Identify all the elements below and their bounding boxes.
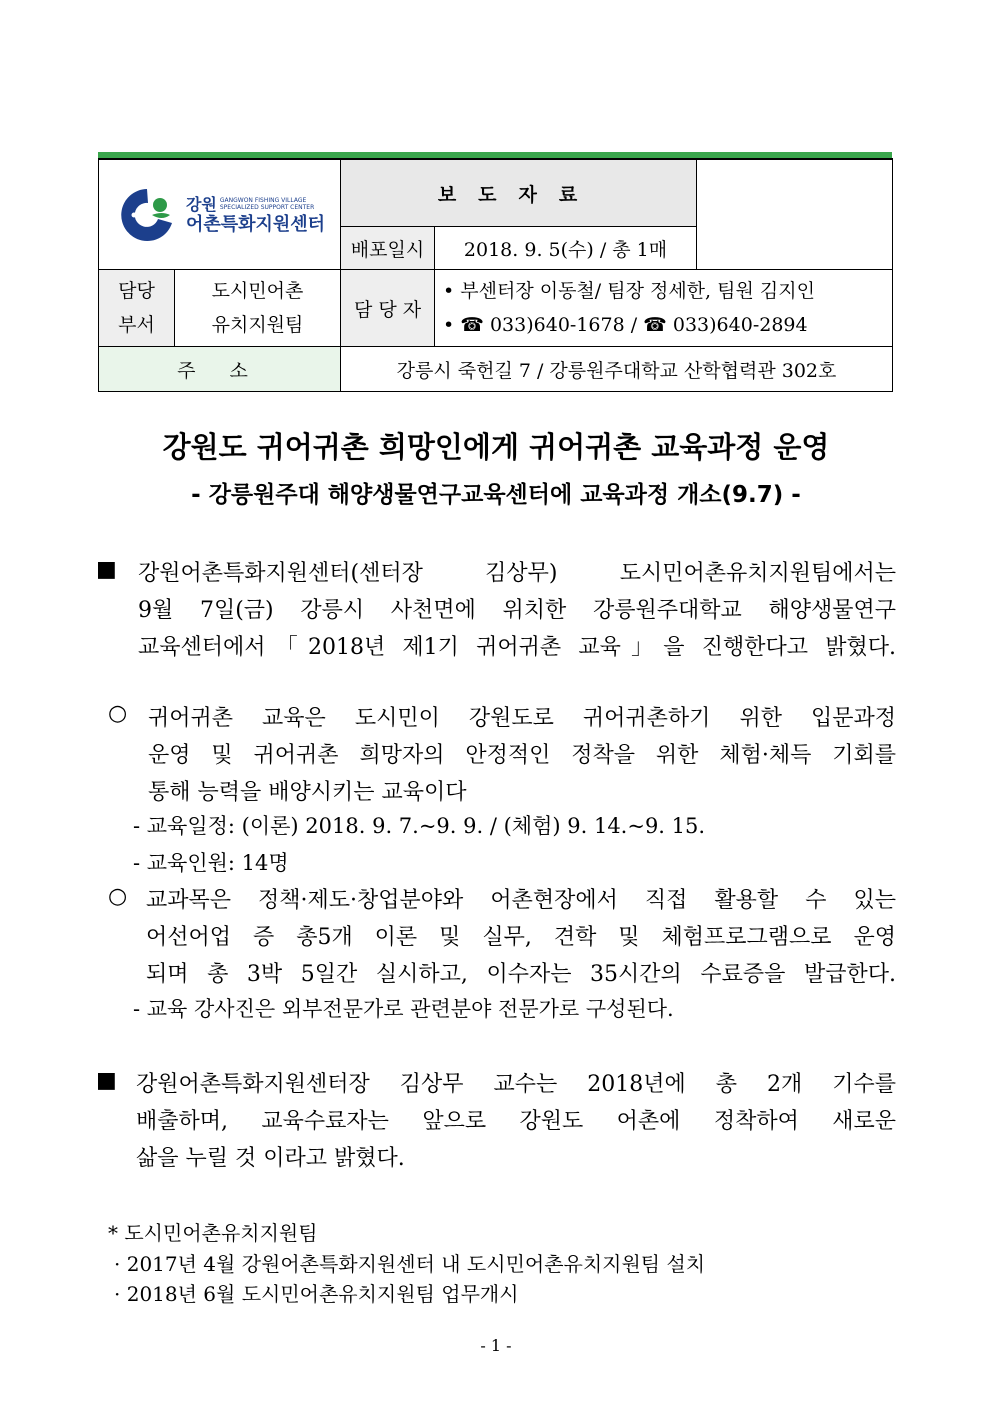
logo-sub-line1: GANGWON FISHING VILLAGE <box>219 197 307 205</box>
release-date-label: 배포일시 <box>341 227 435 270</box>
contact-phones: • ☎ 033)640-1678 / ☎ 033)640-2894 <box>443 314 808 336</box>
note-item-2: · 2018년 6월 도시민어촌유치지원팀 업무개시 <box>114 1282 519 1306</box>
section2-line1: 강원어촌특화지원센터장 김상무 교수는 2018년에 총 2개 기수를 <box>136 1072 896 1097</box>
section2-line2: 배출하며, 교육수료자는 앞으로 강원도 어촌에 정착하여 새로운 <box>136 1109 896 1134</box>
note-item-1: · 2017년 4월 강원어촌특화지원센터 내 도시민어촌유치지원팀 설치 <box>114 1252 706 1276</box>
dept-label-line1: 담당 <box>118 280 155 302</box>
dept-label-line2: 부서 <box>118 314 155 336</box>
point2-sub1: - 교육 강사진은 외부전문가로 관련분야 전문가로 구성된다. <box>133 997 674 1021</box>
logo-name-bottom: 어촌특화지원센터 <box>185 214 326 236</box>
contact-value <box>435 270 893 347</box>
section1-line3: 교육센터에서「2018년 제1기 귀어귀촌 교육」을 진행한다고 밝혔다. <box>138 635 896 660</box>
note-title: * 도시민어촌유치지원팀 <box>108 1221 318 1245</box>
section2-marker: ■ <box>96 1068 117 1093</box>
dept-value-line1: 도시민어촌 <box>211 280 304 302</box>
press-header-table <box>98 158 893 392</box>
blank-cell <box>697 159 893 270</box>
logo-name-top: 강원 <box>185 195 217 215</box>
point2-marker: ○ <box>108 884 128 909</box>
section1-line1: 강원어촌특화지원센터(센터장 김상무) 도시민어촌유치지원팀에서는 <box>138 561 896 586</box>
headline: 강원도 귀어귀촌 희망인에게 귀어귀촌 교육과정 운영 <box>162 430 830 464</box>
section2-paragraph <box>136 1066 896 1177</box>
section2-line3: 삶을 누릴 것 이라고 밝혔다. <box>136 1146 405 1171</box>
point2-line2: 어선어업 증 총5개 이론 및 실무, 견학 및 체험프로그램으로 운영 <box>146 925 896 950</box>
point2-paragraph <box>146 882 896 993</box>
logo-sub-line2: SPECIALIZED SUPPORT CENTER <box>219 203 315 211</box>
point1-paragraph <box>148 700 896 811</box>
point1-line2: 운영 및 귀어귀촌 희망자의 안정적인 정착을 위한 체험·체득 기회를 <box>148 743 896 768</box>
point1-sub2: - 교육인원: 14명 <box>133 851 289 875</box>
address-label-text: 주 소 <box>177 359 262 382</box>
section1-paragraph <box>138 555 896 666</box>
dept-label <box>99 270 175 347</box>
section1-line2: 9월 7일(금) 강릉시 사천면에 위치한 강릉원주대학교 해양생물연구 <box>138 598 896 623</box>
point1-line3: 통해 능력을 배양시키는 교육이다 <box>148 780 467 805</box>
address-label <box>99 347 341 392</box>
point2-line1: 교과목은 정책·제도·창업분야와 어촌현장에서 직접 활용할 수 있는 <box>146 888 896 913</box>
address-value: 강릉시 죽헌길 7 / 강릉원주대학교 산학협력관 302호 <box>341 347 893 392</box>
contact-names: • 부센터장 이동철/ 팀장 정세한, 팀원 김지인 <box>443 280 815 302</box>
point1-marker: ○ <box>108 701 128 726</box>
contact-label: 담 당 자 <box>341 270 435 347</box>
release-date-value: 2018. 9. 5(수) / 총 1매 <box>435 227 697 270</box>
fish-logo-icon <box>114 185 180 245</box>
dept-value <box>175 270 341 347</box>
point2-line3: 되며 총 3박 5일간 실시하고, 이수자는 35시간의 수료증을 발급한다. <box>146 962 896 987</box>
page-number: - 1 - <box>480 1336 512 1355</box>
subheadline: - 강릉원주대 해양생물연구교육센터에 교육과정 개소(9.7) - <box>191 482 801 508</box>
center-logo <box>99 160 340 269</box>
logo-cell <box>99 159 341 270</box>
doc-title: 보도자료 <box>341 159 697 227</box>
dept-value-line2: 유치지원팀 <box>211 314 304 336</box>
section1-marker: ■ <box>96 557 117 582</box>
point1-line1: 귀어귀촌 교육은 도시민이 강원도로 귀어귀촌하기 위한 입문과정 <box>148 706 896 731</box>
point1-sub1: - 교육일정: (이론) 2018. 9. 7.~9. 9. / (체험) 9. 14.~9. 15. <box>133 814 706 838</box>
